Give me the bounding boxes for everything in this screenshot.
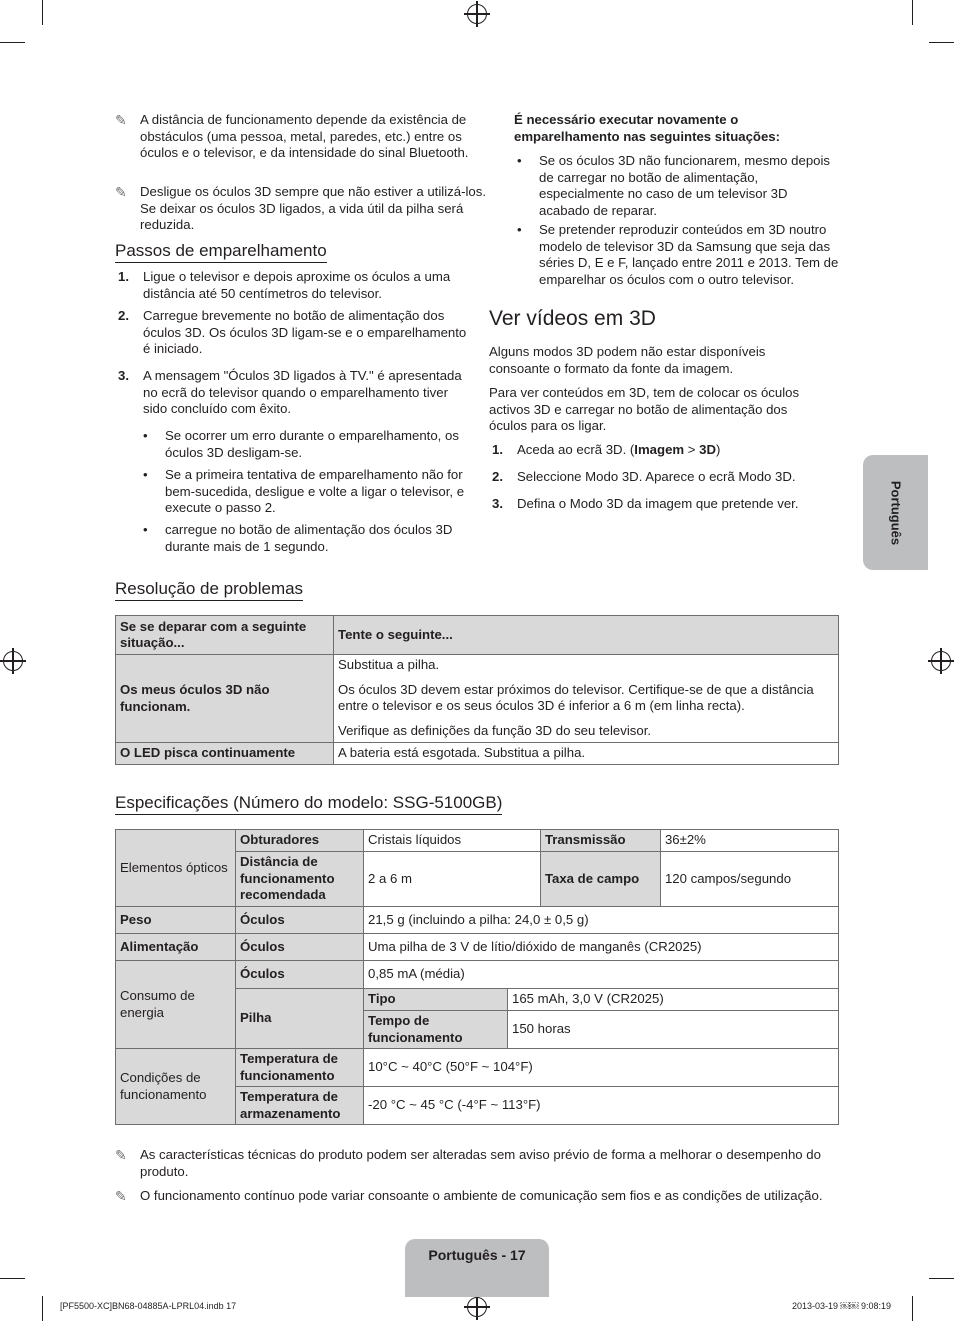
table-cell: Temperatura de armazenamento	[236, 1087, 364, 1125]
crop-mark	[0, 42, 25, 43]
table-cell: 36±2%	[660, 830, 838, 852]
note: ✎ O funcionamento contínuo pode variar consoante o ambiente de comunicação sem fios e as condições de utilização.	[115, 1188, 823, 1204]
pencil-note-icon: ✎	[115, 112, 127, 128]
specs-table	[115, 829, 839, 1125]
note: ✎ As características técnicas do produto podem ser alteradas sem aviso prévio de forma a melhorar o desempenho do produto.	[115, 1147, 821, 1179]
table-cell: Substitua a pilha. Os óculos 3D devem estar próximos do televisor. Certifique-se de que a distância entre o televisor e os seus óculos 3D é inferior a 6 m (em linha recta). Verifique as definições da função 3D do seu televisor.	[334, 655, 839, 743]
pencil-note-icon: ✎	[115, 184, 127, 200]
note: ✎ Desligue os óculos 3D sempre que não estiver a utilizá-los. Se deixar os óculos 3D ligados, a vida útil da pilha será reduzida.	[115, 184, 486, 232]
registration-mark-icon	[467, 4, 487, 24]
re-pair-intro: É necessário executar novamente o emparelhamento nas seguintes situações:	[514, 112, 781, 144]
pairing-step: 3. A mensagem "Óculos 3D ligados à TV." é apresentada no ecrã do televisor quando o emparelhamento tiver sido concluído com êxito.	[118, 368, 462, 416]
table-cell: Elementos ópticos	[116, 830, 236, 907]
table-cell: Distância de funcionamento recomendada	[236, 852, 364, 907]
pencil-note-icon: ✎	[115, 1147, 127, 1163]
table-cell: Obturadores	[236, 830, 364, 852]
table-cell: Pilha	[236, 989, 364, 1049]
table-cell: Uma pilha de 3 V de lítio/dióxido de manganês (CR2025)	[364, 934, 839, 961]
table-cell: 0,85 mA (média)	[364, 961, 839, 989]
table-cell: -20 °C ~ 45 °C (-4°F ~ 113°F)	[364, 1087, 839, 1125]
crop-mark	[929, 42, 954, 43]
table-header: Tente o seguinte...	[334, 616, 839, 655]
troubleshoot-heading: Resolução de problemas	[115, 579, 303, 601]
table-cell: Taxa de campo	[540, 852, 660, 907]
table-cell: Óculos	[236, 934, 364, 961]
crop-mark	[929, 1278, 954, 1279]
troubleshoot-table	[115, 615, 839, 765]
table-cell: A bateria está esgotada. Substitua a pilha.	[334, 743, 839, 765]
registration-mark-icon	[931, 651, 951, 671]
crop-mark	[42, 1296, 43, 1321]
view3d-step: 3. Defina o Modo 3D da imagem que pretende ver.	[492, 496, 799, 511]
table-cell: Tipo	[364, 989, 508, 1011]
language-side-tab: Português	[863, 455, 928, 570]
pairing-step: 2. Carregue brevemente no botão de alimentação dos óculos 3D. Os óculos 3D ligam-se e o emparelhamento é iniciado.	[118, 308, 467, 356]
specs-heading: Especificações (Número do modelo: SSG-5100GB)	[115, 793, 502, 815]
re-pair-bullet: • Se pretender reproduzir conteúdos em 3D noutro modelo de televisor 3D da Samsung que seja das séries D, E e F, lançado entre 2011 e 2013. Tem de emparelhar os óculos com o outro televisor.	[514, 222, 839, 288]
pairing-bullet: • Se ocorrer um erro durante o emparelhamento, os óculos 3D desligam-se.	[140, 428, 465, 461]
print-info-left: [PF5500-XC]BN68-04885A-LPRL04.indb 17	[60, 1301, 237, 1311]
table-cell: Os meus óculos 3D não funcionam.	[116, 655, 334, 743]
crop-mark	[912, 1296, 913, 1321]
registration-mark-icon	[3, 651, 23, 671]
table-cell: 21,5 g (incluindo a pilha: 24,0 ± 0,5 g)	[364, 907, 839, 934]
table-cell: 10°C ~ 40°C (50°F ~ 104°F)	[364, 1049, 839, 1087]
table-cell: Transmissão	[540, 830, 660, 852]
crop-mark	[0, 1278, 25, 1279]
table-cell: 150 horas	[508, 1011, 839, 1049]
table-cell: 120 campos/segundo	[660, 852, 838, 907]
table-cell: Consumo de energia	[116, 961, 236, 1049]
table-cell: Condições de funcionamento	[116, 1049, 236, 1125]
pairing-step: 1. Ligue o televisor e depois aproxime os óculos a uma distância até 50 centímetros do televisor.	[118, 269, 451, 301]
table-cell: Alimentação	[116, 934, 236, 961]
crop-mark	[42, 0, 43, 25]
view3d-paragraph: Para ver conteúdos em 3D, tem de colocar os óculos activos 3D e carregar no botão de alimentação dos óculos para os ligar.	[489, 385, 800, 433]
pairing-heading: Passos de emparelhamento	[115, 241, 327, 263]
view3d-heading: Ver vídeos em 3D	[489, 307, 656, 330]
table-cell: 165 mAh, 3,0 V (CR2025)	[508, 989, 839, 1011]
table-cell: Temperatura de funcionamento	[236, 1049, 364, 1087]
pairing-bullet: • carregue no botão de alimentação dos óculos 3D durante mais de 1 segundo.	[140, 522, 465, 555]
note: ✎ A distância de funcionamento depende da existência de obstáculos (uma pessoa, metal, paredes, etc.) entre os óculos e o televisor, e da intensidade do sinal Bluetooth.	[115, 112, 469, 160]
table-cell: Tempo de funcionamento	[364, 1011, 508, 1049]
page-number-tab: Português - 17	[405, 1239, 549, 1297]
pencil-note-icon: ✎	[115, 1188, 127, 1204]
table-cell: Cristais líquidos	[364, 830, 541, 852]
pairing-bullet: • Se a primeira tentativa de emparelhamento não for bem-sucedida, desligue e volte a ligar o televisor, e execute o passo 2.	[140, 467, 465, 517]
table-cell: Peso	[116, 907, 236, 934]
re-pair-bullet: • Se os óculos 3D não funcionarem, mesmo depois de carregar no botão de alimentação, especialmente no caso de um televisor 3D acabado de reparar.	[514, 153, 839, 219]
table-cell: 2 a 6 m	[364, 852, 541, 907]
table-header: Se se deparar com a seguinte situação...	[116, 616, 334, 655]
table-cell: Óculos	[236, 961, 364, 989]
table-cell: Óculos	[236, 907, 364, 934]
view3d-paragraph: Alguns modos 3D podem não estar disponíveis consoante o formato da fonte da imagem.	[489, 344, 766, 376]
crop-mark	[912, 0, 913, 25]
registration-mark-icon	[467, 1297, 487, 1317]
table-cell: O LED pisca continuamente	[116, 743, 334, 765]
print-info-right: 2013-03-19 ￼￼ 9:08:19	[792, 1301, 892, 1311]
view3d-step: 2. Seleccione Modo 3D. Aparece o ecrã Modo 3D.	[492, 469, 796, 484]
view3d-step: 1. Aceda ao ecrã 3D. (Imagem > 3D)	[492, 442, 721, 457]
